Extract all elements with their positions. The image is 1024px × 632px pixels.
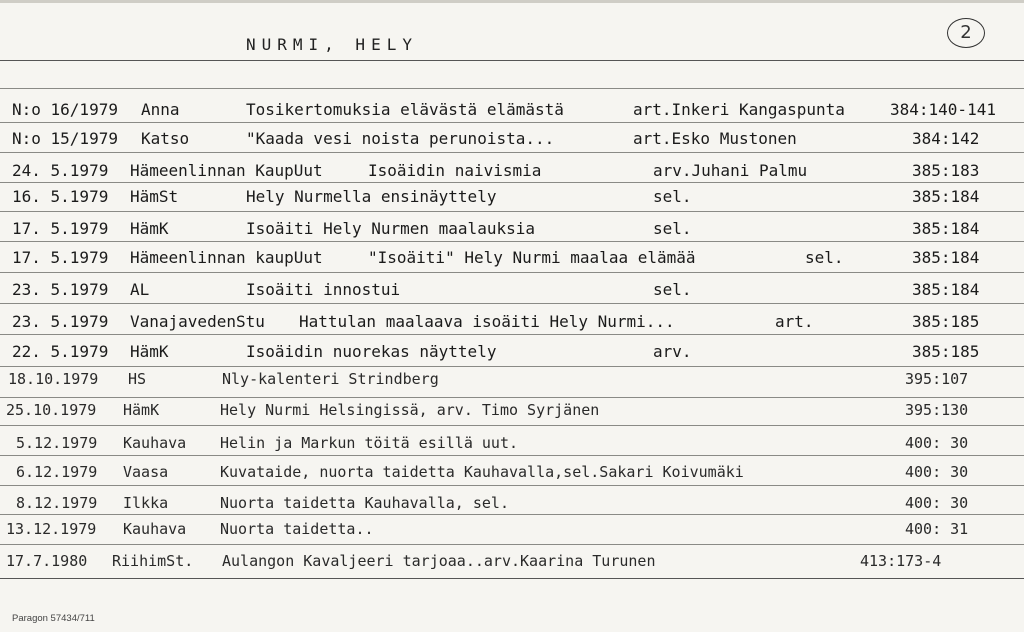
rule-line <box>0 303 1024 304</box>
rule-line <box>0 88 1024 89</box>
entry-date: 5.12.1979 <box>16 434 98 452</box>
entry-type: arv.Juhani Palmu <box>653 161 808 180</box>
entry-source: HämK <box>130 342 169 361</box>
entry-title: Isoäidin nuorekas näyttely <box>246 342 497 361</box>
rule-line <box>0 211 1024 212</box>
entry-title: Isoäidin naivismia <box>368 161 542 180</box>
rule-line <box>0 485 1024 486</box>
entry-row <box>0 186 1024 208</box>
entry-source: Hämeenlinnan kaupUut <box>130 248 323 267</box>
entry-source: Hämeenlinnan KaupUut <box>130 161 323 180</box>
entry-row <box>0 311 1024 333</box>
entry-ref: 385:184 <box>912 280 980 299</box>
entry-ref: 385:185 <box>912 342 980 361</box>
entry-ref: 385:184 <box>912 219 980 238</box>
entry-source: HämK <box>123 401 160 419</box>
entry-date: 17.7.1980 <box>6 552 88 570</box>
entry-source: Katso <box>141 129 190 148</box>
entry-type: sel. <box>653 187 692 206</box>
rule-line <box>0 272 1024 273</box>
entry-ref: 400: 30 <box>905 434 969 452</box>
entry-title: Nuorta taidetta.. <box>220 520 374 538</box>
entry-date: 23. 5.1979 <box>12 280 109 299</box>
entry-date: 6.12.1979 <box>16 463 98 481</box>
entry-date: N:o 15/1979 <box>12 129 118 148</box>
entry-title: Isoäiti Hely Nurmen maalauksia <box>246 219 535 238</box>
rule-line <box>0 241 1024 242</box>
entry-ref: 385:184 <box>912 248 980 267</box>
entry-row <box>0 247 1024 269</box>
entry-row <box>0 279 1024 301</box>
rule-line <box>0 425 1024 426</box>
entry-date: N:o 16/1979 <box>12 100 118 119</box>
entry-type: sel. <box>653 280 692 299</box>
entry-title: Hattulan maalaava isoäiti Hely Nurmi... <box>299 312 675 331</box>
entry-row <box>0 518 1024 540</box>
entry-source: Vaasa <box>123 463 169 481</box>
entry-source: HämSt <box>130 187 179 206</box>
entry-type: art.Esko Mustonen <box>633 129 797 148</box>
entry-source: Anna <box>141 100 180 119</box>
entry-date: 13.12.1979 <box>6 520 97 538</box>
rule-line <box>0 334 1024 335</box>
entry-type: arv. <box>653 342 692 361</box>
entry-title: Kuvataide, nuorta taidetta Kauhavalla,sel.Sakari Koivumäki <box>220 463 744 481</box>
card-imprint: Paragon 57434/711 <box>12 613 95 624</box>
entry-title: Hely Nurmella ensinäyttely <box>246 187 497 206</box>
rule-line <box>0 397 1024 398</box>
entry-title: Aulangon Kavaljeeri tarjoaa..arv.Kaarina Turunen <box>222 552 656 570</box>
entry-source: Kauhava <box>123 520 187 538</box>
entry-ref: 400: 30 <box>905 463 969 481</box>
entry-ref: 413:173-4 <box>860 552 942 570</box>
entry-date: 16. 5.1979 <box>12 187 109 206</box>
entry-row <box>0 550 1024 572</box>
entry-source: AL <box>130 280 150 299</box>
entry-date: 17. 5.1979 <box>12 219 109 238</box>
entry-row <box>0 128 1024 150</box>
entry-title: Nuorta taidetta Kauhavalla, sel. <box>220 494 509 512</box>
entry-ref: 385:183 <box>912 161 980 180</box>
entry-date: 17. 5.1979 <box>12 248 109 267</box>
rule-line <box>0 578 1024 579</box>
entry-type: sel. <box>805 248 844 267</box>
card-top-edge <box>0 0 1024 3</box>
entry-ref: 385:184 <box>912 187 980 206</box>
rule-line <box>0 514 1024 515</box>
entry-date: 24. 5.1979 <box>12 161 109 180</box>
entry-title: "Kaada vesi noista perunoista... <box>246 129 555 148</box>
entry-title: Isoäiti innostui <box>246 280 401 299</box>
rule-line <box>0 152 1024 153</box>
entry-ref: 395:107 <box>905 370 969 388</box>
entry-row <box>0 399 1024 421</box>
entry-row <box>0 218 1024 240</box>
entry-source: HämK <box>130 219 169 238</box>
entry-row <box>0 99 1024 121</box>
entry-date: 22. 5.1979 <box>12 342 109 361</box>
entry-ref: 400: 31 <box>905 520 969 538</box>
entry-title: Tosikertomuksia elävästä elämästä <box>246 100 564 119</box>
entry-row <box>0 341 1024 363</box>
card-title: NURMI, HELY <box>246 35 418 54</box>
entry-ref: 384:142 <box>912 129 980 148</box>
entry-source: Ilkka <box>123 494 169 512</box>
entry-row <box>0 461 1024 483</box>
entry-ref: 384:140-141 <box>890 100 996 119</box>
rule-line <box>0 182 1024 183</box>
entry-source: HS <box>128 370 147 388</box>
entry-type: art.Inkeri Kangaspunta <box>633 100 845 119</box>
entry-title: Hely Nurmi Helsingissä, arv. Timo Syrjänen <box>220 401 600 419</box>
entry-type: art. <box>775 312 814 331</box>
entry-row <box>0 432 1024 454</box>
entry-source: VanajavedenStu <box>130 312 265 331</box>
rule-line <box>0 122 1024 123</box>
rule-line <box>0 544 1024 545</box>
rule-line <box>0 455 1024 456</box>
entry-date: 25.10.1979 <box>6 401 97 419</box>
entry-title: "Isoäiti" Hely Nurmi maalaa elämää <box>368 248 696 267</box>
entry-date: 18.10.1979 <box>8 370 99 388</box>
entry-title: Helin ja Markun töitä esillä uut. <box>220 434 519 452</box>
page-number-circle: 2 <box>947 18 985 48</box>
entry-type: sel. <box>653 219 692 238</box>
entry-date: 23. 5.1979 <box>12 312 109 331</box>
entry-row <box>0 160 1024 182</box>
entry-row <box>0 492 1024 514</box>
entry-row <box>0 368 1024 390</box>
rule-line <box>0 60 1024 61</box>
entry-date: 8.12.1979 <box>16 494 98 512</box>
entry-ref: 385:185 <box>912 312 980 331</box>
entry-source: RiihimSt. <box>112 552 194 570</box>
entry-ref: 400: 30 <box>905 494 969 512</box>
entry-title: Nly-kalenteri Strindberg <box>222 370 439 388</box>
entry-source: Kauhava <box>123 434 187 452</box>
rule-line <box>0 366 1024 367</box>
entry-ref: 395:130 <box>905 401 969 419</box>
